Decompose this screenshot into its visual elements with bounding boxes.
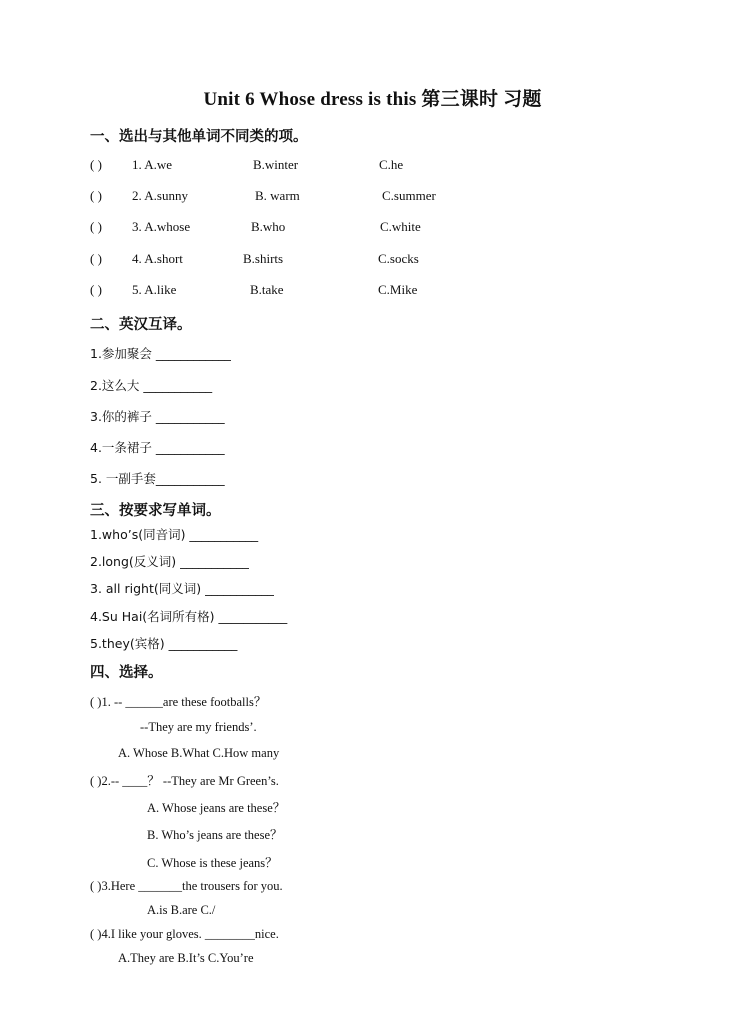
question-options: A.They are B.It’s C.You’re [118,951,254,965]
question-stem: ( )2.-- ____？ --They are Mr Green’s. [90,774,279,788]
section-2-heading: 二、英汉互译。 [90,317,192,333]
answer-paren: ( ) [90,188,102,203]
translation-item: 5. 一副手套___________ [90,471,225,486]
section-3-heading: 三、按要求写单词。 [90,503,221,519]
translation-item: 4.一条裙子 ___________ [90,440,225,455]
question-options: A. Whose B.What C.How many [118,746,280,760]
translation-item: 2.这么大 ___________ [90,378,213,393]
option-b: B.shirts [243,251,284,266]
answer-paren: ( ) [90,219,102,234]
question-options: A.is B.are C./ [147,903,216,917]
answer-paren: ( ) [90,282,102,297]
option-a: 5. A.like [132,282,177,297]
option-a: 1. A.we [132,157,173,172]
section-4-heading: 四、选择。 [90,665,163,681]
translation-item: 3.你的裤子 ___________ [90,409,225,424]
word-item: 2.long(反义词) ___________ [90,554,249,569]
option-c: C.he [379,157,404,172]
question-stem: ( )4.I like your gloves. ________nice. [90,927,279,941]
section-1-heading: 一、选出与其他单词不同类的项。 [90,129,308,145]
answer-paren: ( ) [90,157,102,172]
word-item: 4.Su Hai(名词所有格) ___________ [90,609,288,624]
option-c: C.socks [378,251,419,266]
option-b: B.who [251,219,286,234]
question-option: C. Whose is these jeans？ [147,856,278,870]
option-a: 4. A.short [132,251,183,266]
question-stem: ( )1. -- ______are these footballs？ [90,695,267,709]
option-b: B.take [250,282,284,297]
question-stem: ( )3.Here _______the trousers for you. [90,879,283,893]
word-item: 5.they(宾格) ___________ [90,636,238,651]
word-item: 3. all right(同义词) ___________ [90,581,274,596]
option-a: 2. A.sunny [132,188,188,203]
question-option: A. Whose jeans are these？ [147,801,286,815]
option-b: B.winter [253,157,299,172]
option-b: B. warm [255,188,300,203]
option-c: C.Mike [378,282,418,297]
answer-paren: ( ) [90,251,102,266]
word-item: 1.who’s(同音词) ___________ [90,527,259,542]
option-c: C.summer [382,188,436,203]
question-reply: --They are my friends’. [140,720,257,734]
option-a: 3. A.whose [132,219,191,234]
question-option: B. Who’s jeans are these？ [147,828,283,842]
page-title: Unit 6 Whose dress is this 第三课时 习题 [203,89,542,110]
option-c: C.white [380,219,421,234]
translation-item: 1.参加聚会 ____________ [90,346,231,361]
